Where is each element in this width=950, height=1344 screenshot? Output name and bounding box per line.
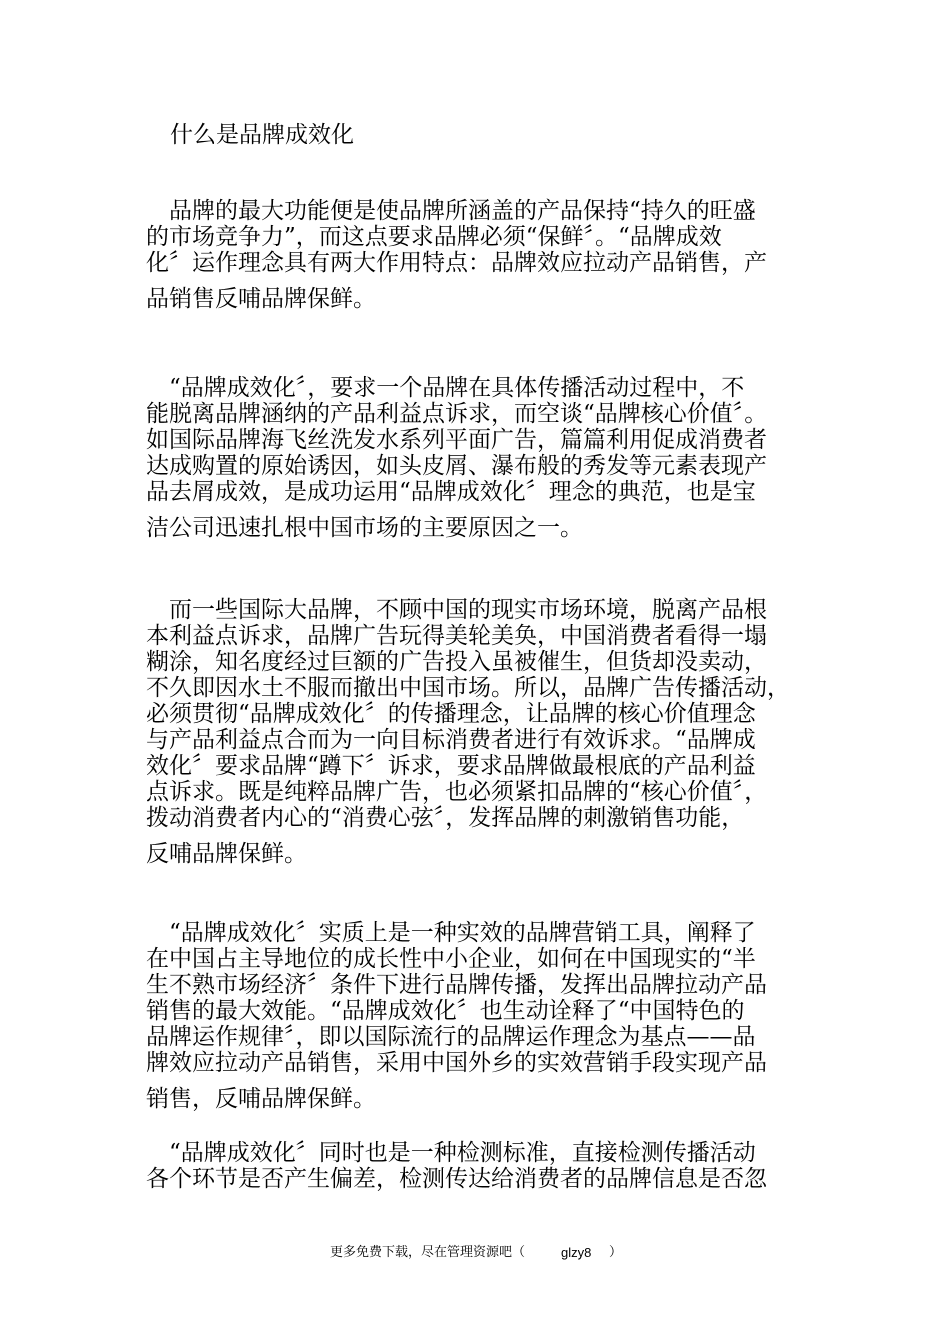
paragraph-line: 生不熟市场经济〞条件下进行品牌传播，发挥出品牌拉动产品 — [146, 972, 767, 998]
paragraph-line: 品牌的最大功能便是使品牌所涵盖的产品保持“持久的旺盛 — [146, 198, 756, 224]
paragraph-line: 品销售反哺品牌保鲜。 — [146, 286, 376, 312]
paragraph-line: 品去屑成效，是成功运用“品牌成效化〞理念的典范，也是宝 — [146, 479, 756, 505]
paragraph-line: 本利益点诉求，品牌广告玩得美轮美奂，中国消费者看得一塌 — [146, 623, 767, 649]
paragraph-line: 销售的最大效能。“品牌成效化〞也生动诠释了“中国特色的 — [146, 998, 745, 1024]
paragraph-line: 反哺品牌保鲜。 — [146, 841, 307, 867]
paragraph-line: “品牌成效化〞同时也是一种检测标准，直接检测传播活动 — [146, 1140, 756, 1166]
paragraph-line: 牌效应拉动产品销售，采用中国外乡的实效营销手段实现产品 — [146, 1050, 767, 1076]
paragraph-line: 品牌运作规律〞，即以国际流行的品牌运作理念为基点——品 — [146, 1024, 756, 1050]
paragraph-line: 必须贯彻“品牌成效化〞的传播理念，让品牌的核心价值理念 — [146, 701, 756, 727]
document-title: 什么是品牌成效化 — [170, 122, 354, 148]
footer-close-paren: ） — [609, 1245, 623, 1260]
footer-lead-text: 更多免费下载，尽在管理资源吧（ — [330, 1245, 526, 1260]
paragraph-line: 化〞运作理念具有两大作用特点：品牌效应拉动产品销售，产 — [146, 250, 767, 276]
paragraph-line: 洁公司迅速扎根中国市场的主要原因之一。 — [146, 515, 583, 541]
paragraph-line: 不久即因水土不服而撤出中国市场。所以，品牌广告传播活动， — [146, 675, 790, 701]
paragraph-line: 如国际品牌海飞丝洗发水系列平面广告，篇篇利用促成消费者 — [146, 427, 767, 453]
paragraph-line: 点诉求。既是纯粹品牌广告，也必须紧扣品牌的“核心价值〞， — [146, 779, 768, 805]
paragraph-line: 各个环节是否产生偏差，检测传达给消费者的品牌信息是否忽 — [146, 1166, 767, 1192]
paragraph-line: 效化〞要求品牌“蹲下〞诉求，要求品牌做最根底的产品利益 — [146, 753, 756, 779]
paragraph-line: 在中国占主导地位的成长性中小企业，如何在中国现实的“半 — [146, 946, 756, 972]
paragraph-line: “品牌成效化〞实质上是一种实效的品牌营销工具，阐释了 — [146, 920, 756, 946]
footer-site-code: glzy8 — [561, 1245, 592, 1260]
paragraph-line: 与产品利益点合而为一向目标消费者进行有效诉求。“品牌成 — [146, 727, 756, 753]
paragraph-line: 而一些国际大品牌，不顾中国的现实市场环境，脱离产品根 — [146, 597, 767, 623]
paragraph-line: 销售，反哺品牌保鲜。 — [146, 1086, 376, 1112]
paragraph-line: 达成购置的原始诱因，如头皮屑、瀑布般的秀发等元素表现产 — [146, 453, 767, 479]
paragraph-line: 糊涂，知名度经过巨额的广告投入虽被催生，但货却没卖动， — [146, 649, 767, 675]
paragraph-line: 能脱离品牌涵纳的产品利益点诉求，而空谈“品牌核心价值〞。 — [146, 401, 768, 427]
paragraph-line: 拨动消费者内心的“消费心弦〞，发挥品牌的刺激销售功能， — [146, 805, 745, 831]
paragraph-line: “品牌成效化〞，要求一个品牌在具体传播活动过程中，不 — [146, 375, 745, 401]
paragraph-line: 的市场竞争力”，而这点要求品牌必须“保鲜〞。“品牌成效 — [146, 224, 722, 250]
